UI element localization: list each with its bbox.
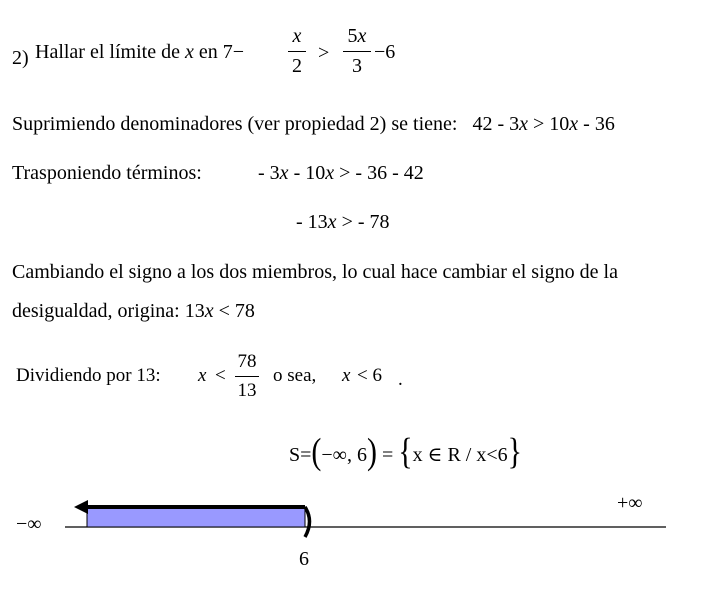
dividiendo-result: < 6 [357,365,382,386]
problem-statement: Hallar el límite de x en 7− [35,41,245,63]
fraction-5x-over-3: 5x 3 [343,26,371,76]
pos-infinity-label: +∞ [617,492,643,514]
line-trasponiendo-expr: - 3x - 10x > - 36 - 42 [258,162,424,184]
line-suprimiendo: Suprimiendo denominadores (ver propiedad 2) se tiene: 42 - 3x > 10x - 36 [12,113,615,135]
solution-set: S=(−∞, 6) = {x ∈ R / x<6} [289,430,523,472]
line-cambiando-1: Cambiando el signo a los dos miembros, lo cual hace cambiar el signo de la [12,261,618,283]
dividiendo-var2: x [342,365,351,386]
dividiendo-lt: < [215,365,226,386]
fraction-x-over-2: x 2 [288,26,306,76]
rhs-tail: −6 [374,41,396,63]
line-cambiando-2: desigualdad, origina: 13x < 78 [12,300,255,322]
dividiendo-var: x [198,365,207,386]
neg-infinity-label: −∞ [16,513,42,535]
greater-than-sign: > [318,42,330,64]
problem-number: 2) [12,47,29,69]
open-parenthesis-mark [305,507,310,537]
shaded-interval [87,507,305,527]
point-6-label: 6 [299,548,309,570]
line-trasponiendo-label: Trasponiendo términos: [12,162,202,184]
dividiendo-period: . [398,369,403,390]
interval-arrow-head [74,500,88,514]
fraction-78-over-13: 78 13 [235,352,259,400]
line-minus-13x: - 13x > - 78 [296,211,390,233]
line-dividiendo-label: Dividiendo por 13: [16,365,161,386]
dividiendo-osea: o sea, [273,365,317,386]
